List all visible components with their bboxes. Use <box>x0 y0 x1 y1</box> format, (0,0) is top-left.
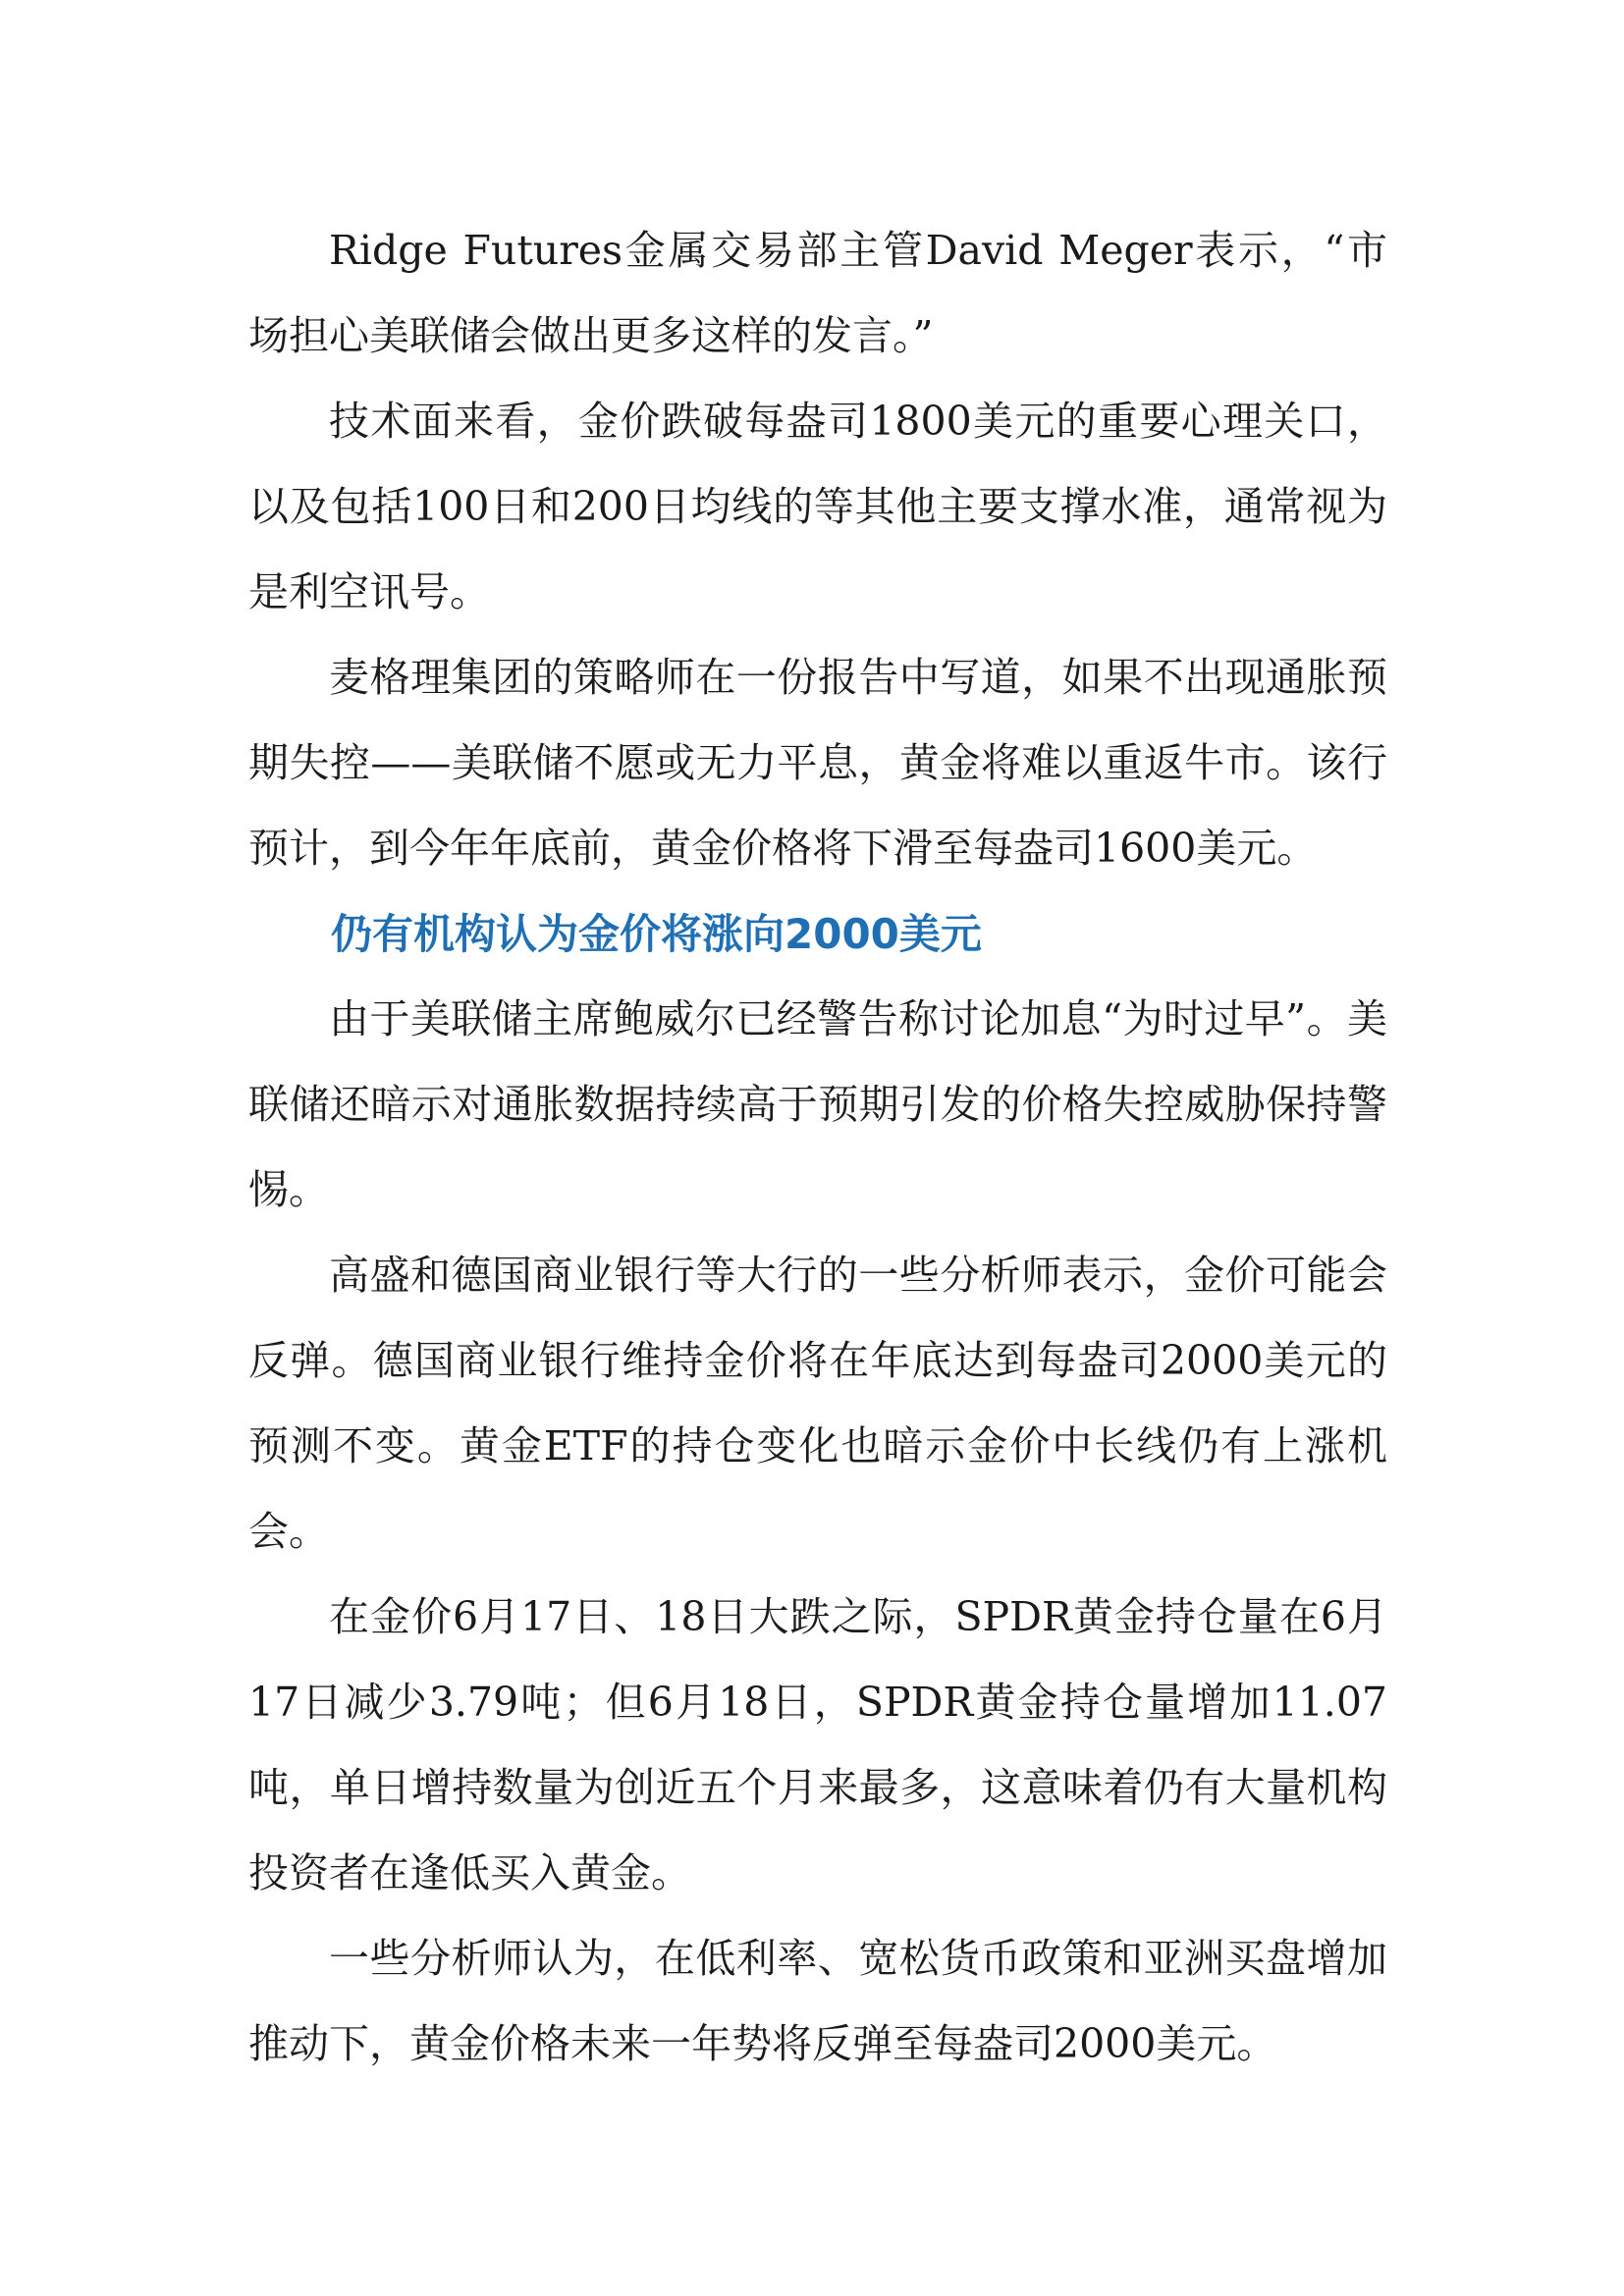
paragraph-meger-quote: Ridge Futures金属交易部主管David Meger表示，“市场担心美联储会做出更多这样的发言。” <box>248 227 1387 359</box>
section-heading: 仍有机构认为金价将涨向2000美元 <box>331 910 982 958</box>
paragraph-goldman: 高盛和德国商业银行等大行的一些分析师表示，金价可能会反弹。德国商业银行维持金价将在年底达到每盎司2000美元的预测不变。黄金ETF的持仓变化也暗示金价中长线仍有上涨机会。 <box>248 1252 1387 1555</box>
paragraph-outlook: 一些分析师认为，在低利率、宽松货币政策和亚洲买盘增加推动下，黄金价格未来一年势将反弹至每盎司2000美元。 <box>248 1935 1387 2067</box>
paragraph-macquarie: 麦格理集团的策略师在一份报告中写道，如果不出现通胀预期失控——美联储不愿或无力平息，黄金将难以重返牛市。该行预计，到今年年底前，黄金价格将下滑至每盎司1600美元。 <box>248 654 1387 872</box>
paragraph-spdr: 在金价6月17日、18日大跌之际，SPDR黄金持仓量在6月17日减少3.79吨；但6月18日，SPDR黄金持仓量增加11.07吨，单日增持数量为创近五个月来最多，这意味着仍有大量机构投资者在逢低买入黄金。 <box>248 1593 1387 1896</box>
paragraph-powell: 由于美联储主席鲍威尔已经警告称讨论加息“为时过早”。美联储还暗示对通胀数据持续高于预期引发的价格失控威胁保持警惕。 <box>248 995 1387 1213</box>
paragraph-technical: 技术面来看，金价跌破每盎司1800美元的重要心理关口，以及包括100日和200日均线的等其他主要支撑水准，通常视为是利空讯号。 <box>248 398 1387 615</box>
document-page <box>248 208 1387 2087</box>
